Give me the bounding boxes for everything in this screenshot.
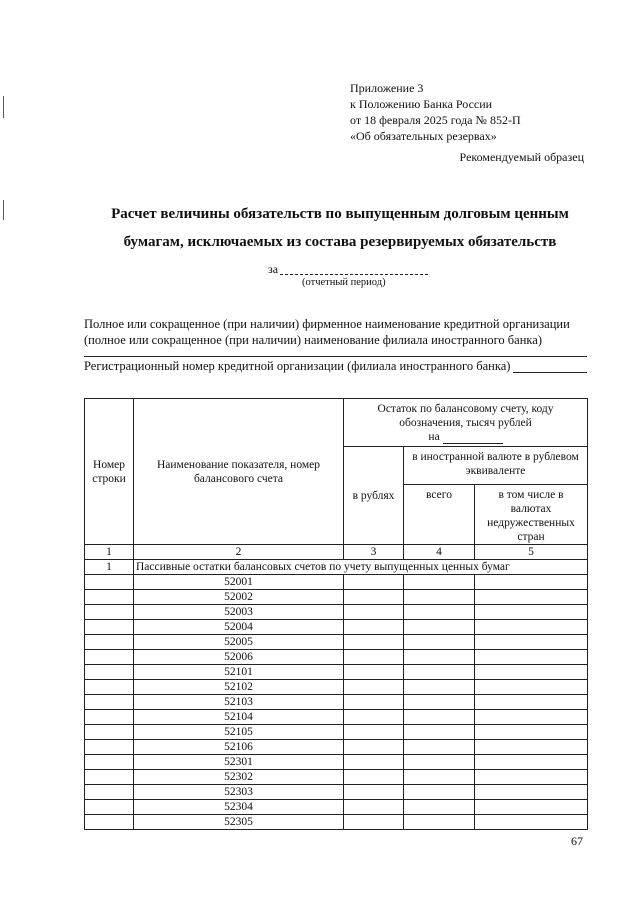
sample-label: Рекомендуемый образец xyxy=(459,150,584,164)
table-row xyxy=(85,575,588,590)
total-cell xyxy=(404,680,475,695)
unfriendly-cell xyxy=(475,605,588,620)
section-number: 1 xyxy=(85,560,134,575)
unfriendly-cell xyxy=(475,770,588,785)
unfriendly-cell xyxy=(475,620,588,635)
header-rubles xyxy=(344,447,404,545)
table-row xyxy=(85,755,588,770)
unfriendly-cell xyxy=(475,710,588,725)
total-cell xyxy=(404,755,475,770)
rubles-cell xyxy=(344,740,404,755)
row-number-cell xyxy=(85,800,134,815)
row-number-cell xyxy=(85,710,134,725)
table-row xyxy=(85,695,588,710)
rubles-cell xyxy=(344,650,404,665)
rubles-cell xyxy=(344,665,404,680)
organization-line: Полное или сокращенное (при наличии) фирменное наименование кредитной организации xyxy=(84,317,570,331)
header-row-number xyxy=(85,399,134,545)
column-number: 1 xyxy=(85,545,134,560)
account-number-cell: 52005 xyxy=(134,635,344,650)
rubles-cell xyxy=(344,815,404,830)
account-number-cell: 52006 xyxy=(134,650,344,665)
row-number-cell xyxy=(85,590,134,605)
rubles-cell xyxy=(344,770,404,785)
appendix-line: к Положению Банка России xyxy=(350,97,493,111)
column-number-row xyxy=(85,545,588,560)
row-number-cell xyxy=(85,695,134,710)
row-number-cell xyxy=(85,635,134,650)
row-number-cell xyxy=(85,785,134,800)
account-number-cell: 52304 xyxy=(134,800,344,815)
title-line: Расчет величины обязательств по выпущенным долговым ценным xyxy=(111,206,569,222)
table-row xyxy=(85,785,588,800)
organization-name-caption xyxy=(84,316,570,348)
total-cell xyxy=(404,710,475,725)
column-number: 4 xyxy=(404,545,475,560)
scan-edge-mark xyxy=(3,200,4,220)
table-row xyxy=(85,635,588,650)
table-row xyxy=(85,815,588,830)
column-number: 3 xyxy=(344,545,404,560)
page-number: 67 xyxy=(571,834,583,848)
total-cell xyxy=(404,785,475,800)
unfriendly-cell xyxy=(475,635,588,650)
table-row xyxy=(85,680,588,695)
table-row xyxy=(85,605,588,620)
unfriendly-cell xyxy=(475,695,588,710)
appendix-reference xyxy=(350,80,521,144)
liabilities-table xyxy=(84,398,588,830)
table-row xyxy=(85,620,588,635)
section-label: Пассивные остатки балансовых счетов по учету выпущенных ценных бумаг xyxy=(134,560,588,575)
balance-date xyxy=(346,430,585,444)
scan-edge-mark xyxy=(3,96,4,118)
account-number-cell: 52001 xyxy=(134,575,344,590)
header-unfriendly-currencies xyxy=(475,485,588,545)
unfriendly-cell xyxy=(475,740,588,755)
account-number-cell: 52105 xyxy=(134,725,344,740)
rubles-cell xyxy=(344,785,404,800)
total-cell xyxy=(404,620,475,635)
unfriendly-cell xyxy=(475,680,588,695)
table-row xyxy=(85,725,588,740)
total-cell xyxy=(404,590,475,605)
rubles-cell xyxy=(344,800,404,815)
table-row xyxy=(85,770,588,785)
row-number-cell xyxy=(85,680,134,695)
rubles-cell xyxy=(344,575,404,590)
appendix-line: «Об обязательных резервах» xyxy=(350,129,497,143)
row-number-cell xyxy=(85,740,134,755)
total-cell xyxy=(404,815,475,830)
organization-line: (полное или сокращенное (при наличии) наименование филиала иностранного банка) xyxy=(84,333,542,347)
total-cell xyxy=(404,665,475,680)
unfriendly-cell xyxy=(475,575,588,590)
row-number-cell xyxy=(85,725,134,740)
header-text: в рублях xyxy=(352,489,395,502)
total-cell xyxy=(404,695,475,710)
unfriendly-cell xyxy=(475,665,588,680)
header-text: Номер строки xyxy=(92,458,126,485)
date-fill-line xyxy=(443,433,503,444)
column-number: 2 xyxy=(134,545,344,560)
appendix-line: от 18 февраля 2025 года № 852-П xyxy=(350,113,521,127)
unfriendly-cell xyxy=(475,815,588,830)
account-number-cell: 52004 xyxy=(134,620,344,635)
table-row xyxy=(85,710,588,725)
unfriendly-cell xyxy=(475,725,588,740)
account-rows xyxy=(85,575,588,830)
header-indicator-name xyxy=(134,399,344,545)
row-number-cell xyxy=(85,755,134,770)
header-balance xyxy=(344,399,588,447)
total-cell xyxy=(404,605,475,620)
rubles-cell xyxy=(344,680,404,695)
header-text: в том числе в валютах недружественных стран xyxy=(487,489,575,543)
unfriendly-cell xyxy=(475,800,588,815)
rubles-cell xyxy=(344,710,404,725)
row-number-cell xyxy=(85,650,134,665)
rubles-cell xyxy=(344,635,404,650)
total-cell xyxy=(404,650,475,665)
unfriendly-cell xyxy=(475,755,588,770)
column-number: 5 xyxy=(475,545,588,560)
row-number-cell xyxy=(85,770,134,785)
unfriendly-cell xyxy=(475,650,588,665)
rubles-cell xyxy=(344,725,404,740)
rubles-cell xyxy=(344,695,404,710)
row-number-cell xyxy=(85,620,134,635)
account-number-cell: 52106 xyxy=(134,740,344,755)
section-row xyxy=(85,560,588,575)
document-title xyxy=(60,200,620,256)
registration-number-label: Регистрационный номер кредитной организации (филиала иностранного банка) xyxy=(84,359,511,373)
account-number-cell: 52104 xyxy=(134,710,344,725)
unfriendly-cell xyxy=(475,590,588,605)
row-number-cell xyxy=(85,815,134,830)
rubles-cell xyxy=(344,605,404,620)
account-number-cell: 52102 xyxy=(134,680,344,695)
table-row xyxy=(85,740,588,755)
account-number-cell: 52003 xyxy=(134,605,344,620)
header-text: Остаток по балансовому счету, коду обозначения, тысяч рублей xyxy=(377,403,554,429)
organization-fill-line xyxy=(84,356,587,357)
header-text: Наименование показателя, номер балансового счета xyxy=(156,458,321,485)
account-number-cell: 52101 xyxy=(134,665,344,680)
account-number-cell: 52301 xyxy=(134,755,344,770)
registration-number-fill-line xyxy=(513,372,587,373)
account-number-cell: 52002 xyxy=(134,590,344,605)
table-row xyxy=(85,665,588,680)
row-number-cell xyxy=(85,605,134,620)
table-row xyxy=(85,650,588,665)
total-cell xyxy=(404,635,475,650)
table-row xyxy=(85,590,588,605)
rubles-cell xyxy=(344,620,404,635)
account-number-cell: 52305 xyxy=(134,815,344,830)
appendix-line: Приложение 3 xyxy=(350,81,424,95)
period-fill-line xyxy=(280,274,428,275)
unfriendly-cell xyxy=(475,785,588,800)
rubles-cell xyxy=(344,755,404,770)
total-cell xyxy=(404,575,475,590)
total-cell xyxy=(404,725,475,740)
header-total xyxy=(404,485,475,545)
period-prefix: за xyxy=(268,262,279,276)
account-number-cell: 52103 xyxy=(134,695,344,710)
header-text: всего xyxy=(426,489,452,501)
table-row xyxy=(85,800,588,815)
period-caption: (отчетный период) xyxy=(302,277,386,288)
total-cell xyxy=(404,770,475,785)
total-cell xyxy=(404,740,475,755)
header-text: на xyxy=(428,431,440,443)
account-number-cell: 52302 xyxy=(134,770,344,785)
header-foreign-currency xyxy=(404,447,588,485)
row-number-cell xyxy=(85,665,134,680)
rubles-cell xyxy=(344,590,404,605)
header-text: в иностранной валюте в рублевом эквиваленте xyxy=(412,451,579,477)
title-line: бумагам, исключаемых из состава резервируемых обязательств xyxy=(123,234,557,250)
account-number-cell: 52303 xyxy=(134,785,344,800)
row-number-cell xyxy=(85,575,134,590)
total-cell xyxy=(404,800,475,815)
